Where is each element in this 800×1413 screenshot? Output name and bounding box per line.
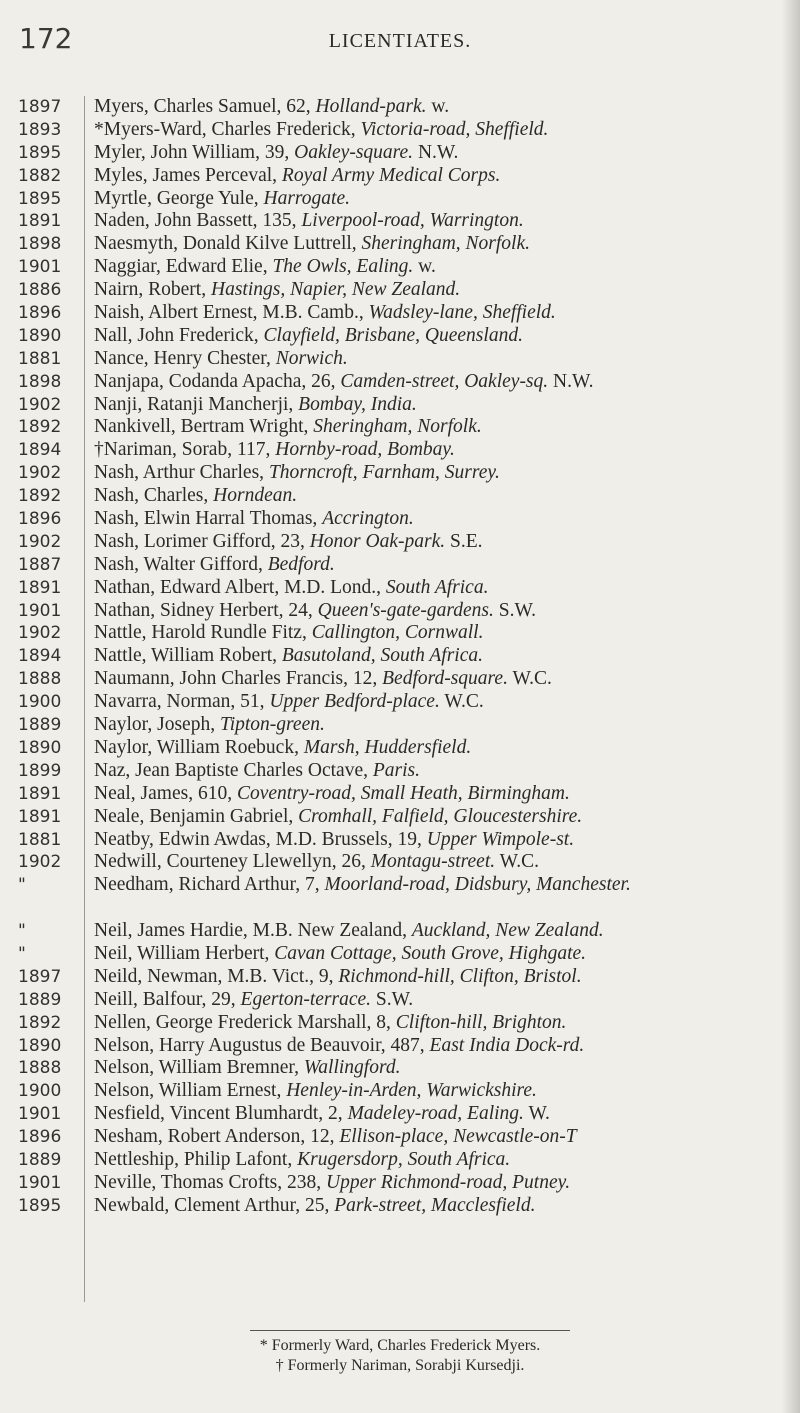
entry-year: 1902 [18,463,62,484]
entry-year: 1901 [18,1172,62,1193]
list-item [0,783,800,806]
entry-postal-district: S.W. [493,599,536,621]
list-item [0,1057,800,1080]
entry-year: 1891 [18,783,62,804]
entry-name: Nelson, William Ernest, [94,1080,287,1102]
entry-name: Neale, Benjamin Gabriel, [94,805,299,827]
list-item [0,1126,800,1149]
entry-text [94,920,790,943]
entry-text [94,829,790,852]
entry-text [94,210,790,233]
entry-text [94,783,790,806]
footnote-2: † Formerly Nariman, Sorabji Kursedji. [275,1357,525,1374]
running-head: LICENTIATES. [328,30,472,52]
entry-name: Naylor, Joseph, [94,714,220,736]
entry-address: Thorncroft, Farnham, Surrey. [268,462,500,484]
entry-address: Victoria-road, Sheffield. [360,118,549,140]
entry-text [94,760,790,783]
entry-name: Naggiar, Edward Elie, [94,256,273,278]
entry-name: Nettleship, Philip Lafont, [94,1148,298,1170]
entry-list [0,96,800,1218]
entry-year: 1896 [18,303,62,324]
entry-postal-district: S.W. [371,988,414,1010]
entry-year: 1886 [18,280,62,301]
entry-address: Paris. [372,759,420,781]
entry-year: 1891 [18,577,62,598]
entry-year: 1896 [18,509,62,530]
entry-address: Accrington. [322,508,414,530]
entry-text [94,416,790,439]
list-item [0,485,800,508]
entry-postal-district: N.W. [548,370,594,392]
list-item [0,96,800,119]
footnotes [0,1336,800,1376]
list-item [0,142,800,165]
entry-name: Neill, Balfour, 29, [94,988,241,1010]
entry-text [94,233,790,256]
entry-year: 1890 [18,737,62,758]
list-item [0,829,800,852]
entry-name: Nattle, William Robert, [94,645,282,667]
list-item [0,577,800,600]
entry-text [94,806,790,829]
entry-year: 1889 [18,989,62,1010]
list-item [0,256,800,279]
entry-text [94,1012,790,1035]
entry-text [94,1172,790,1195]
list-item [0,371,800,394]
entry-postal-district: N.W. [413,141,459,163]
entry-name: †Nariman, Sorab, 117, [94,439,276,461]
entry-year: 1881 [18,829,62,850]
entry-year: 1887 [18,554,62,575]
list-item [0,714,800,737]
entry-address: Upper Wimpole-st. [426,828,575,850]
entry-year: 1890 [18,1035,62,1056]
entry-year: 1898 [18,371,62,392]
entry-address: Coventry-road, Small Heath, Birmingham. [236,782,570,804]
entry-address: Queen's-gate-gardens. [317,599,494,621]
entry-address: Wallingford. [303,1057,401,1079]
footnote-rule [250,1330,570,1331]
entry-name: Nall, John Frederick, [94,324,264,346]
entry-year: 1894 [18,646,62,667]
entry-name: Naesmyth, Donald Kilve Luttrell, [94,233,362,255]
entry-year: 1895 [18,1195,62,1216]
entry-year: 1892 [18,417,62,438]
entry-address: Upper Richmond-road, Putney. [326,1171,571,1193]
entry-name: Myrtle, George Yule, [94,187,264,209]
list-item [0,1149,800,1172]
entry-address: Upper Bedford-place. [269,691,440,713]
entry-text [94,691,790,714]
list-item [0,1012,800,1035]
list-item [0,920,800,943]
list-item [0,806,800,829]
list-item [0,851,800,874]
entry-name: Nairn, Robert, [94,279,211,301]
list-item [0,325,800,348]
entry-postal-district: W.C. [495,851,540,873]
entry-text [94,142,790,165]
entry-year: 1895 [18,142,62,163]
entry-address: Bedford-square. [382,668,508,690]
footnote-1: * Formerly Ward, Charles Frederick Myers. [259,1337,541,1354]
entry-address: Moorland-road, Didsbury, Manchester. [324,874,631,896]
entry-name: Naz, Jean Baptiste Charles Octave, [94,759,373,781]
list-item [0,1035,800,1058]
entry-text [94,943,790,966]
entry-text [94,1035,790,1058]
entry-address: Callington, Cornwall. [311,622,484,644]
entry-year: 1892 [18,486,62,507]
entry-postal-district: S.E. [445,530,483,552]
entry-text [94,668,790,691]
list-item [0,1103,800,1126]
list-item [0,1080,800,1103]
entry-year: 1900 [18,1081,62,1102]
entry-address: Marsh, Huddersfield. [303,736,472,758]
entry-address: Clayfield, Brisbane, Queensland. [263,324,523,346]
list-item [0,943,800,966]
entry-year: 1902 [18,852,62,873]
entry-name: Nankivell, Bertram Wright, [94,416,314,438]
entry-address: Bedford. [267,553,335,575]
entry-text [94,645,790,668]
entry-text [94,348,790,371]
entry-address: Hastings, Napier, New Zealand. [210,279,461,301]
entry-address: Cavan Cottage, South Grove, Highgate. [274,942,587,964]
entry-text [94,622,790,645]
entry-year: 1891 [18,806,62,827]
entry-name: Naylor, William Roebuck, [94,736,304,758]
entry-text [94,554,790,577]
entry-address: Tipton-green. [219,714,325,736]
entry-postal-district: W.C. [439,691,484,713]
page-edge-shadow [782,0,800,1413]
entry-name: Myers, Charles Samuel, 62, [94,96,316,117]
entry-name: Nathan, Edward Albert, M.D. Lond., [94,576,386,598]
entry-name: Nedwill, Courteney Llewellyn, 26, [94,851,371,873]
entry-name: Needham, Richard Arthur, 7, [94,874,325,896]
entry-address: The Owls, Ealing. [272,256,414,278]
entry-name: Nelson, William Bremner, [94,1057,304,1079]
entry-name: Nellen, George Frederick Marshall, 8, [94,1011,396,1033]
list-item [0,302,800,325]
list-item [0,531,800,554]
entry-postal-district: W. [523,1103,550,1125]
entry-name: Nanjapa, Codanda Apacha, 26, [94,370,341,392]
entry-text [94,989,790,1012]
entry-text [94,1080,790,1103]
entry-address: Ellison-place, Newcastle-on-T [339,1126,577,1148]
entry-text [94,371,790,394]
entry-year: 1893 [18,119,62,140]
list-item [0,439,800,462]
entry-name: Myles, James Perceval, [94,164,282,186]
entry-address: Clifton-hill, Brighton. [395,1011,567,1033]
list-item [0,622,800,645]
entry-year: 1897 [18,966,62,987]
entry-text [94,1195,790,1218]
entry-name: Nash, Lorimer Gifford, 23, [94,530,310,552]
entry-name: Neild, Newman, M.B. Vict., 9, [94,965,339,987]
entry-year: 1889 [18,715,62,736]
list-item [0,760,800,783]
entry-address: Holland-park. [315,96,427,117]
entry-text [94,302,790,325]
entry-text [94,851,790,874]
entry-text [94,737,790,760]
entry-postal-district: w. [413,256,436,278]
entry-address: Hornby-road, Bombay. [275,439,455,461]
entry-year: 1890 [18,325,62,346]
list-item [0,737,800,760]
entry-year: 1898 [18,234,62,255]
list-item [0,1172,800,1195]
list-item [0,279,800,302]
entry-name: Naish, Albert Ernest, M.B. Camb., [94,302,369,324]
entry-year: 1902 [18,394,62,415]
entry-address: Cromhall, Falfield, Gloucestershire. [298,805,583,827]
entry-text [94,874,790,897]
entry-year: 1889 [18,1149,62,1170]
entry-text [94,462,790,485]
entry-address: Harrogate. [263,187,350,209]
entry-address: Krugersdorp, South Africa. [297,1148,511,1170]
entry-text [94,439,790,462]
list-item [0,668,800,691]
entry-name: Nesfield, Vincent Blumhardt, 2, [94,1103,348,1125]
list-item [0,989,800,1012]
entry-name: Nash, Elwin Harral Thomas, [94,508,323,530]
entry-text [94,600,790,623]
entry-text [94,485,790,508]
list-item [0,966,800,989]
list-item [0,165,800,188]
entry-year: 1891 [18,211,62,232]
entry-address: Camden-street, Oakley-sq. [340,370,549,392]
entry-text [94,96,790,119]
entry-name: Neil, William Herbert, [94,942,275,964]
entry-year: 1897 [18,97,62,117]
entry-name: *Myers-Ward, Charles Frederick, [94,118,361,140]
entry-postal-district: w. [426,96,450,117]
entry-year: 1899 [18,760,62,781]
entry-name: Navarra, Norman, 51, [94,691,270,713]
entry-name: Nattle, Harold Rundle Fitz, [94,622,312,644]
entry-address: Norwich. [275,347,348,369]
entry-address: Richmond-hill, Clifton, Bristol. [338,965,582,987]
entry-text [94,1126,790,1149]
entry-address: Park-street, Macclesfield. [334,1194,536,1216]
entry-address: Liverpool-road, Warrington. [301,210,524,232]
list-item [0,462,800,485]
entry-name: Neville, Thomas Crofts, 238, [94,1171,326,1193]
entry-address: South Africa. [385,576,489,598]
entry-year: 1901 [18,257,62,278]
entry-text [94,1103,790,1126]
entry-address: Basutoland, South Africa. [281,645,484,667]
entry-name: Newbald, Clement Arthur, 25, [94,1194,335,1216]
entry-address: Royal Army Medical Corps. [281,164,501,186]
entry-text [94,165,790,188]
entry-text [94,325,790,348]
entry-text [94,1057,790,1080]
entry-name: Nesham, Robert Anderson, 12, [94,1126,340,1148]
entry-address: Wadsley-lane, Sheffield. [368,302,556,324]
entry-year: 1881 [18,348,62,369]
entry-year: 1894 [18,440,62,461]
entry-year: " [18,875,26,896]
entry-name: Neal, James, 610, [94,782,237,804]
list-item [0,119,800,142]
entry-text [94,119,790,142]
list-item [0,188,800,211]
entry-name: Naden, John Bassett, 135, [94,210,302,232]
entry-address: Henley-in-Arden, Warwickshire. [286,1080,537,1102]
entry-year: 1882 [18,165,62,186]
entry-text [94,714,790,737]
entry-year: 1892 [18,1012,62,1033]
entry-year: 1902 [18,531,62,552]
list-item [0,874,800,920]
entry-name: Neil, James Hardie, M.B. New Zealand, [94,920,412,942]
entry-address: Oakley-square. [294,141,414,163]
entry-address: Sheringham, Norfolk. [361,233,530,255]
entry-year: 1901 [18,1104,62,1125]
entry-name: Nanji, Ratanji Mancherji, [94,393,299,415]
entry-address: Madeley-road, Ealing. [347,1103,524,1125]
entry-year: 1888 [18,669,62,690]
entry-text [94,256,790,279]
entry-name: Nash, Arthur Charles, [94,462,269,484]
entry-text [94,394,790,417]
entry-name: Nance, Henry Chester, [94,347,276,369]
list-item [0,348,800,371]
entry-text [94,188,790,211]
list-item [0,1195,800,1218]
list-item [0,600,800,623]
list-item [0,210,800,233]
entry-address: Bombay, India. [298,393,417,415]
entry-text [94,1149,790,1172]
entry-name: Myler, John William, 39, [94,141,295,163]
entry-year: 1902 [18,623,62,644]
entry-address: Egerton-terrace. [240,988,372,1010]
entry-address: Auckland, New Zealand. [411,920,604,942]
list-item [0,233,800,256]
entry-year: 1895 [18,188,62,209]
entry-name: Nash, Walter Gifford, [94,553,268,575]
entry-address: Honor Oak-park. [309,530,446,552]
entry-text [94,577,790,600]
entry-year: " [18,921,26,942]
list-item [0,645,800,668]
entry-name: Nelson, Harry Augustus de Beauvoir, 487, [94,1034,430,1056]
entry-year: 1896 [18,1127,62,1148]
entry-text [94,531,790,554]
page-number: 172 [19,22,73,55]
list-item [0,691,800,714]
entry-postal-district: W.C. [507,668,552,690]
entry-address: East India Dock-rd. [429,1034,585,1056]
entry-name: Nathan, Sidney Herbert, 24, [94,599,318,621]
entry-name: Neatby, Edwin Awdas, M.D. Brussels, 19, [94,828,427,850]
entry-text [94,279,790,302]
entry-address: Montagu-street. [370,851,496,873]
list-item [0,508,800,531]
entry-address: Horndean. [213,485,298,507]
entry-year: 1888 [18,1058,62,1079]
entry-address: Sheringham, Norfolk. [313,416,482,438]
entry-year: " [18,943,26,964]
list-item [0,394,800,417]
entry-year: 1900 [18,692,62,713]
list-item [0,416,800,439]
entry-name: Nash, Charles, [94,485,214,507]
entry-text [94,508,790,531]
entry-name: Naumann, John Charles Francis, 12, [94,668,383,690]
list-item [0,554,800,577]
entry-year: 1901 [18,600,62,621]
entry-text [94,966,790,989]
